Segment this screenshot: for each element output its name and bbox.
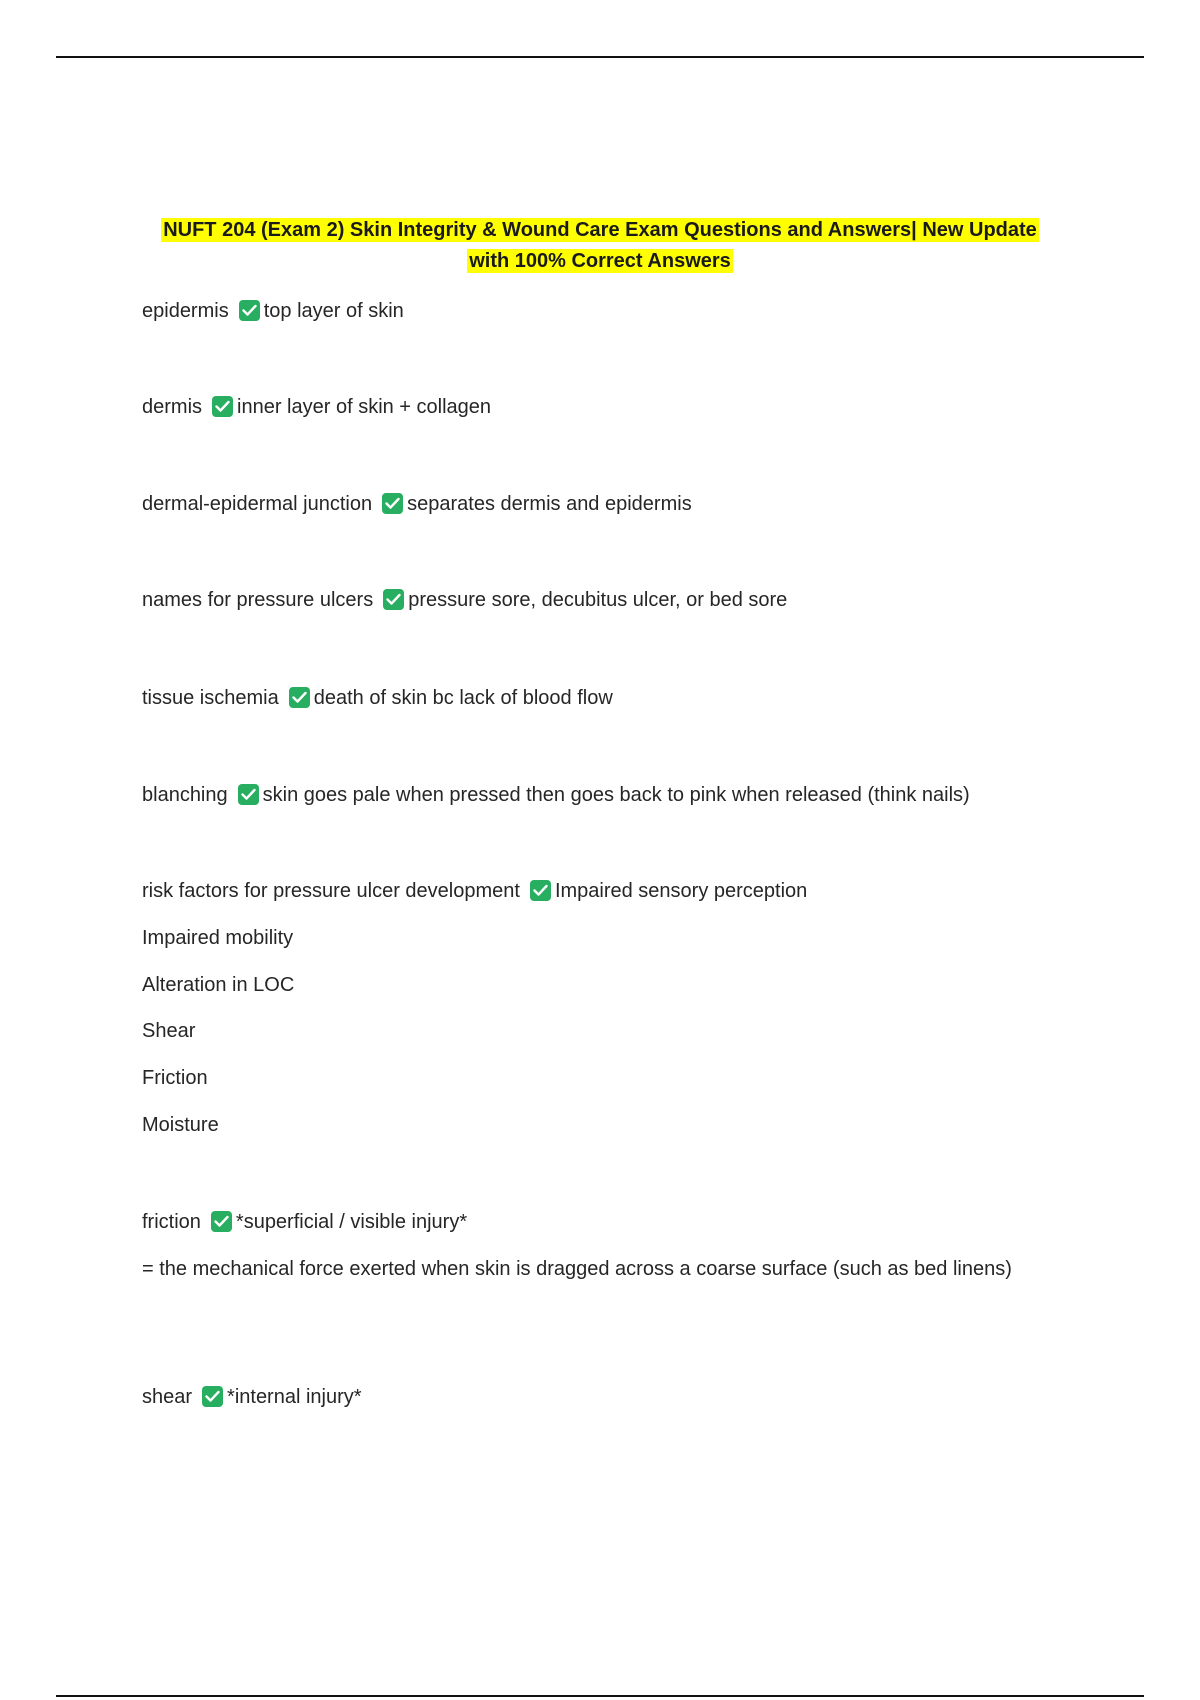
question-term: dermis [142, 396, 203, 418]
question-term: names for pressure ulcers [142, 589, 374, 611]
qa-item-shear [142, 1385, 362, 1409]
answer-text: skin goes pale when pressed then goes back to pink when released (think nails) [262, 784, 970, 806]
check-mark-icon [202, 1386, 223, 1407]
check-mark-icon [382, 493, 403, 514]
risk-factor-item: Moisture [142, 1114, 219, 1136]
risk-factor-item: Friction [142, 1067, 208, 1089]
risk-factor-item: Alteration in LOC [142, 974, 295, 996]
risk-factor-item: Shear [142, 1020, 196, 1042]
answer-text: inner layer of skin + collagen [237, 396, 492, 418]
check-mark-icon [289, 687, 310, 708]
question-term: tissue ischemia [142, 687, 279, 709]
qa-item-pressure-ulcer-names [142, 588, 787, 612]
qa-item-dermal-epidermal-junction [142, 492, 692, 516]
answer-text: *superficial / visible injury* [235, 1211, 468, 1233]
answer-text: *internal injury* [227, 1386, 362, 1408]
check-mark-icon [383, 589, 404, 610]
qa-item-blanching [142, 783, 970, 807]
friction-definition: = the mechanical force exerted when skin is dragged across a coarse surface (such as bed linens) [142, 1258, 1012, 1280]
answer-text: top layer of skin [263, 300, 404, 322]
qa-item-risk-factors [142, 879, 807, 903]
header-rule [56, 56, 1144, 58]
check-mark-icon [211, 1211, 232, 1232]
question-term: friction [142, 1211, 201, 1233]
title-line-2: with 100% Correct Answers [469, 250, 731, 272]
qa-item-epidermis [142, 299, 404, 323]
answer-text: death of skin bc lack of blood flow [313, 687, 613, 709]
answer-text: separates dermis and epidermis [407, 493, 692, 515]
answer-text: pressure sore, decubitus ulcer, or bed sore [408, 589, 788, 611]
document-title [120, 215, 1080, 277]
question-term: dermal-epidermal junction [142, 493, 373, 515]
risk-factor-item: Impaired mobility [142, 927, 294, 949]
qa-item-dermis [142, 395, 491, 419]
check-mark-icon [212, 396, 233, 417]
footer-rule [56, 1695, 1144, 1697]
qa-item-friction [142, 1210, 467, 1234]
check-mark-icon [238, 784, 259, 805]
qa-item-tissue-ischemia [142, 686, 613, 710]
check-mark-icon [239, 300, 260, 321]
question-term: blanching [142, 784, 228, 806]
question-term: shear [142, 1386, 193, 1408]
answer-text: Impaired sensory perception [554, 880, 808, 902]
check-mark-icon [530, 880, 551, 901]
question-term: epidermis [142, 300, 229, 322]
title-line-1: NUFT 204 (Exam 2) Skin Integrity & Wound Care Exam Questions and Answers| New Update [163, 219, 1037, 241]
question-term: risk factors for pressure ulcer development [142, 880, 520, 902]
